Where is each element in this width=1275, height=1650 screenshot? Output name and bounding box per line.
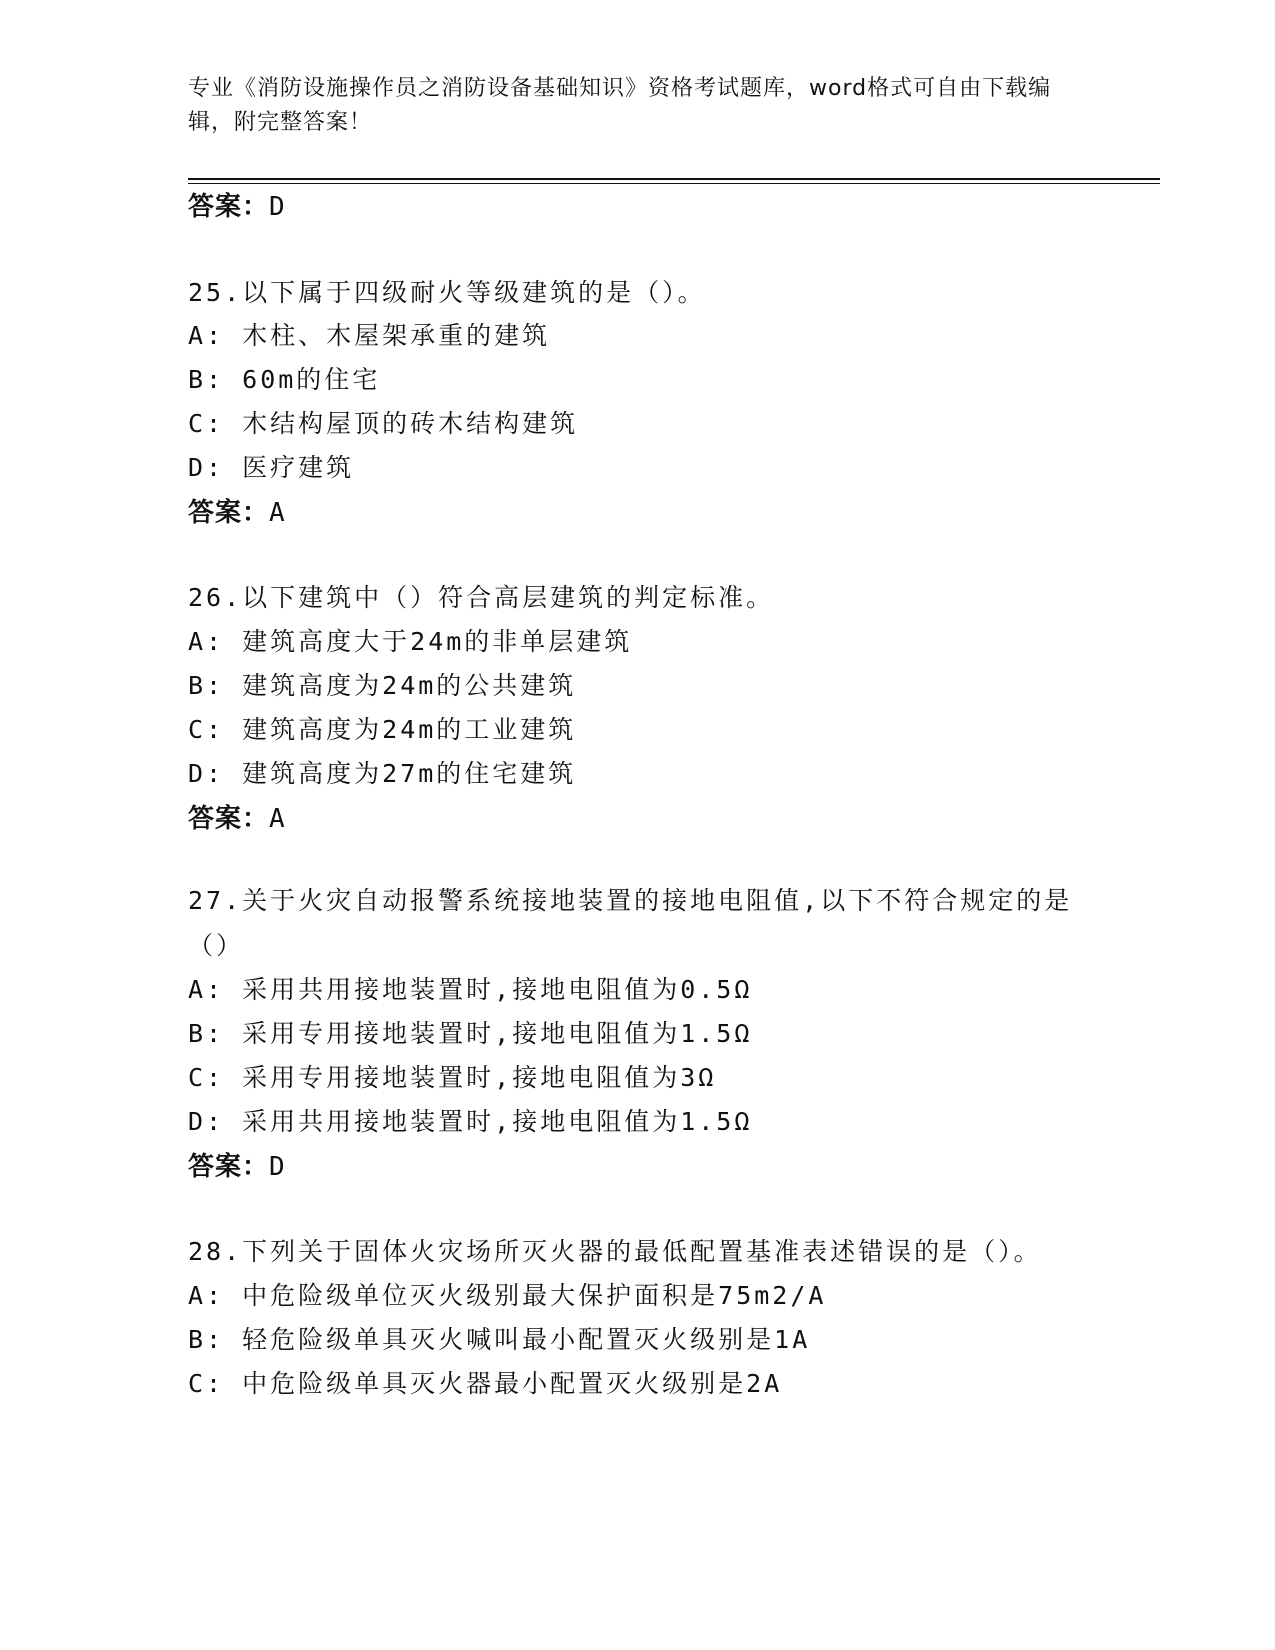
question-27-option-c: C: 采用专用接地装置时,接地电阻值为3Ω [188, 1063, 717, 1092]
question-26-option-a: A: 建筑高度大于24m的非单层建筑 [188, 627, 633, 656]
answer-value: A [269, 498, 286, 528]
question-26-option-c: C: 建筑高度为24m的工业建筑 [188, 715, 577, 744]
question-28-option-a: A: 中危险级单位灭火级别最大保护面积是75m2/A [188, 1281, 827, 1310]
answer-label: 答案： [188, 498, 270, 528]
answer-prev [188, 186, 286, 223]
answer-value: A [269, 804, 286, 834]
question-27-option-d: D: 采用共用接地装置时,接地电阻值为1.5Ω [188, 1107, 753, 1136]
question-27-option-b: B: 采用专用接地装置时,接地电阻值为1.5Ω [188, 1019, 753, 1048]
answer-26 [188, 798, 286, 835]
question-28-option-b: B: 轻危险级单具灭火喊叫最小配置灭火级别是1A [188, 1325, 811, 1354]
question-27-option-a: A: 采用共用接地装置时,接地电阻值为0.5Ω [188, 975, 753, 1004]
question-25-stem: 25.以下属于四级耐火等级建筑的是（）。 [188, 278, 706, 307]
answer-27 [188, 1146, 286, 1183]
answer-label: 答案： [188, 192, 270, 222]
question-26-option-b: B: 建筑高度为24m的公共建筑 [188, 671, 577, 700]
header-divider-thick [188, 178, 1160, 180]
answer-label: 答案： [188, 1152, 270, 1182]
question-25-option-d: D: 医疗建筑 [188, 453, 355, 482]
question-26-stem: 26.以下建筑中（）符合高层建筑的判定标准。 [188, 583, 775, 612]
question-28-stem: 28.下列关于固体火灾场所灭火器的最低配置基准表述错误的是（）。 [188, 1237, 1042, 1266]
question-28-option-c: C: 中危险级单具灭火器最小配置灭火级别是2A [188, 1369, 783, 1398]
question-26-option-d: D: 建筑高度为27m的住宅建筑 [188, 759, 577, 788]
question-25-option-b: B: 60m的住宅 [188, 365, 381, 394]
question-25-option-c: C: 木结构屋顶的砖木结构建筑 [188, 409, 579, 438]
answer-value: D [269, 1152, 286, 1182]
question-25-option-a: A: 木柱、木屋架承重的建筑 [188, 321, 551, 350]
answer-value: D [269, 192, 286, 222]
document-header: 专业《消防设施操作员之消防设备基础知识》资格考试题库，word格式可自由下载编辑，附完整答案！ [188, 76, 1052, 135]
answer-label: 答案： [188, 804, 270, 834]
answer-25 [188, 492, 286, 529]
header-divider-thin [188, 183, 1160, 184]
question-27-stem: 27.关于火灾自动报警系统接地装置的接地电阻值,以下不符合规定的是（） [188, 886, 1073, 960]
